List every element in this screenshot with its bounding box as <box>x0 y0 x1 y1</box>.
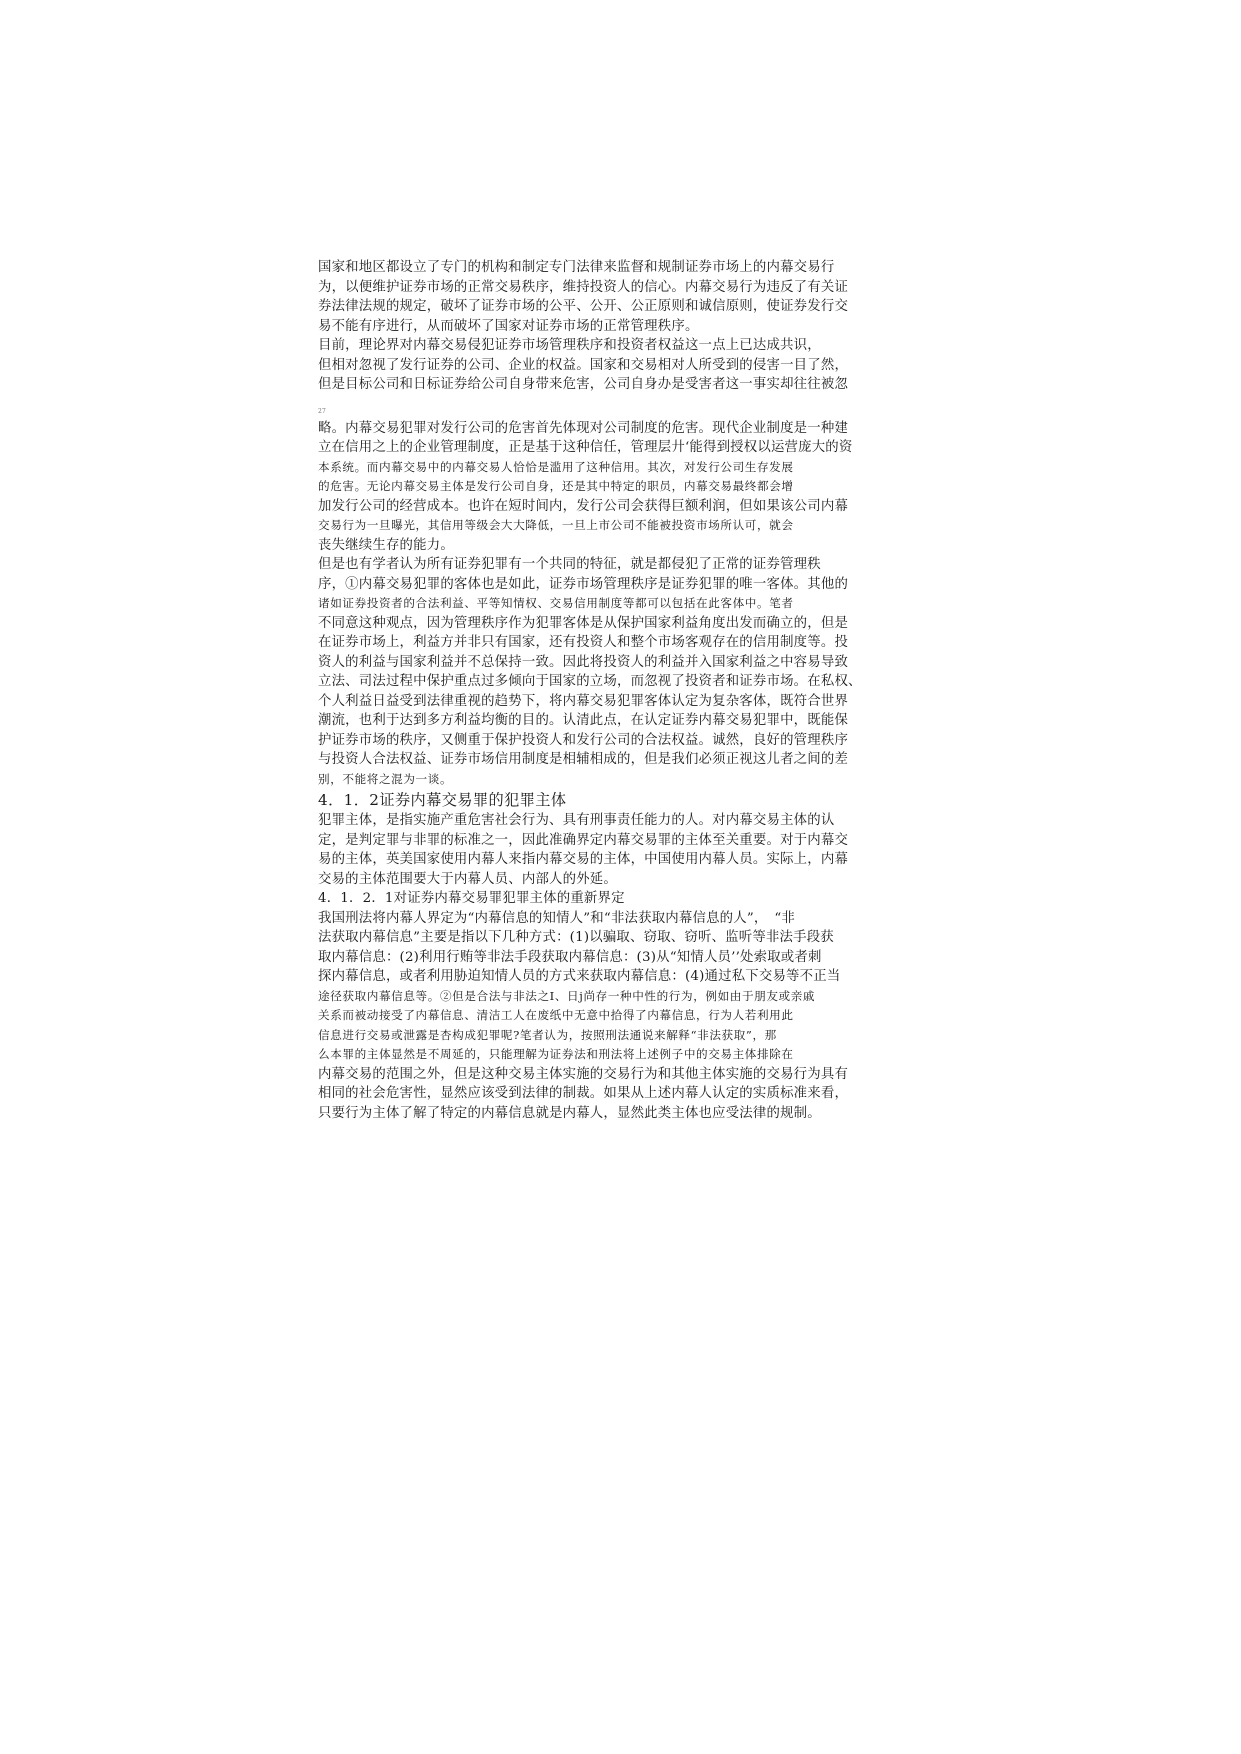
text-line: 但是目标公司和日标证券给公司自身带来危害，公司自身办是受害者这一事实却往往被忽 <box>318 377 849 392</box>
text-line: 券法律法规的规定，破坏了证券市场的公平、公开、公正原则和诚信原则，使证券发行交 <box>318 299 849 314</box>
text-line: 资人的利益与国家利益并不总保持一致。因此将投资人的利益并入国家利益之中容易导致 <box>318 654 849 670</box>
text-line: 途径获取内幕信息等。②但是合法与非法之I、日j尚存一种中性的行为，例如由于朋友或亲戚 <box>318 988 816 1003</box>
text-line: 个人利益日益受到法律重视的趋势下，将内幕交易犯罪客体认定为复杂客体，既符合世界 <box>318 693 849 709</box>
text-line: 别，不能将之混为一谈。 <box>318 771 453 786</box>
text-line: 易的主体，英美国家使用内幕人来指内幕交易的主体，中国使用内幕人员。实际上，内幕 <box>318 852 849 867</box>
text-line: 只要行为主体了解了特定的内幕信息就是内幕人，显然此类主体也应受法律的规制。 <box>318 1105 821 1121</box>
text-line: 本系统。而内幕交易中的内幕交易人恰恰是滥用了这种信用。其次，对发行公司生存发展 <box>318 459 794 474</box>
text-line: 么本罪的主体显然是不周延的，只能理解为证券法和刑法将上述例子中的交易主体排除在 <box>318 1047 794 1061</box>
text-line: 法获取内幕信息”主要是指以下几种方式：(1)以骗取、窃取、窃听、监听等非法手段获 <box>318 930 834 945</box>
text-line: 交易的主体范围要大于内幕人员、内部人的外延。 <box>318 871 617 887</box>
body-text <box>318 258 908 1123</box>
text-line: 丧失继续生存的能力。 <box>318 537 454 553</box>
text-line: 在证券市场上，利益方并非只有国家，还有投资人和整个市场客观存在的信用制度等。投 <box>318 635 849 650</box>
text-line: 信息进行交易或泄露是杏构成犯罪呢?笔者认为，按照刑法通说来解释“非法获取”，那 <box>318 1027 777 1042</box>
text-line: 潮流，也利于达到多方利益均衡的目的。认清此点，在认定证券内幕交易犯罪中，既能保 <box>318 713 849 728</box>
text-line: 但是也有学者认为所有证券犯罪有一个共同的特征，就是都侵犯了正常的证券管理秩 <box>318 557 821 572</box>
text-line: 立在信用之上的企业管理制度，正是基于这种信任，管理层廾‘能得到授权以运营庞大的资 <box>318 440 853 455</box>
text-line: 目前，理论界对内幕交易侵犯证券市场管理秩序和投资者权益这一点上已达成共识， <box>318 338 821 353</box>
text-line: 探内幕信息，或者利用胁迫知情人员的方式来获取内幕信息：(4)通过私下交易等不正当 <box>318 969 841 984</box>
text-line: 序，①内幕交易犯罪的客体也是如此，证券市场管理秩序是证券犯罪的唯一客体。其他的 <box>318 576 849 592</box>
text-line: 护证券市场的秩序，又侧重于保护投资人和发行公司的合法权益。诚然，良好的管理秩序 <box>318 732 849 748</box>
text-line: 4．1．2．1对证券内幕交易罪犯罪主体的重新界定 <box>318 891 625 906</box>
text-line: 我国刑法将内幕人界定为“内幕信息的知情人”和“非法获取内幕信息的人”， “非 <box>318 910 796 926</box>
text-line: 内幕交易的范围之外，但是这种交易主体实施的交易行为和其他主体实施的交易行为具有 <box>318 1066 849 1082</box>
text-line: 相同的社会危害性，显然应该受到法律的制裁。如果从上述内幕人认定的实质标准来看， <box>318 1086 849 1101</box>
text-line: 的危害。无论内幕交易主体是发行公司自身，还是其中特定的职员，内幕交易最终都会增 <box>318 479 794 493</box>
text-line: 关系而被动接受了内幕信息、清洁工人在废纸中无意中拾得了内幕信息，行为人若利用此 <box>318 1008 794 1022</box>
text-line: 定，是判定罪与非罪的标准之一，因此准确界定内幕交易罪的主体至关重要。对于内幕交 <box>318 832 849 848</box>
text-line: 犯罪主体，是指实施产重危害社会行为、具有刑事责任能力的人。对内幕交易主体的认 <box>318 813 835 828</box>
text-line: 加发行公司的经营成本。也许在短时间内，发行公司会获得巨额利润，但如果该公司内幕 <box>318 498 849 514</box>
text-line: 略。内幕交易犯罪对发行公司的危害首先体现对公司制度的危害。现代企业制度是一种建 <box>318 420 849 436</box>
text-line: 易不能有序进行，从而破坏了国家对证券市场的正常管理秩序。 <box>318 318 699 334</box>
text-line: 交易行为一旦曝光，其信用等级会大大降低，一旦上市公司不能被投资市场所认可，就会 <box>318 518 794 532</box>
section-heading: 4．1．2证券内幕交易罪的犯罪主体 <box>318 791 567 809</box>
text-line: 不同意这种观点，因为管理秩序作为犯罪客体是从保护国家利益角度出发而确立的，但是 <box>318 615 849 631</box>
text-line: 但相对忽视了发行证券的公司、企业的权益。国家和交易相对人所受到的侵害一目了然， <box>318 357 849 373</box>
text-line: 为，以便维护证券市场的正常交易秩序，维持投资人的信心。内幕交易行为违反了有关证 <box>318 279 849 295</box>
text-line: 与投资人合法权益、证券市场信用制度是相辅相成的，但是我们必须正视这儿者之间的差 <box>318 752 849 767</box>
text-line: 立法、司法过程中保护重点过多倾向于国家的立场，而忽视了投资者和证券市场。在私权、 <box>318 674 862 689</box>
text-line: 诸如证券投资者的合法利益、平等知情权、交易信用制度等都可以包括在此客体中。笔者 <box>318 596 794 610</box>
page-number: 27 <box>318 407 327 415</box>
text-line: 国家和地区都设立了专门的机构和制定专门法律来监督和规制证券市场上的内幕交易行 <box>318 260 835 275</box>
text-line: 取内幕信息：(2)利用行贿等非法手段获取内幕信息：(3)从“知情人员’’处索取或者刺 <box>318 949 822 965</box>
